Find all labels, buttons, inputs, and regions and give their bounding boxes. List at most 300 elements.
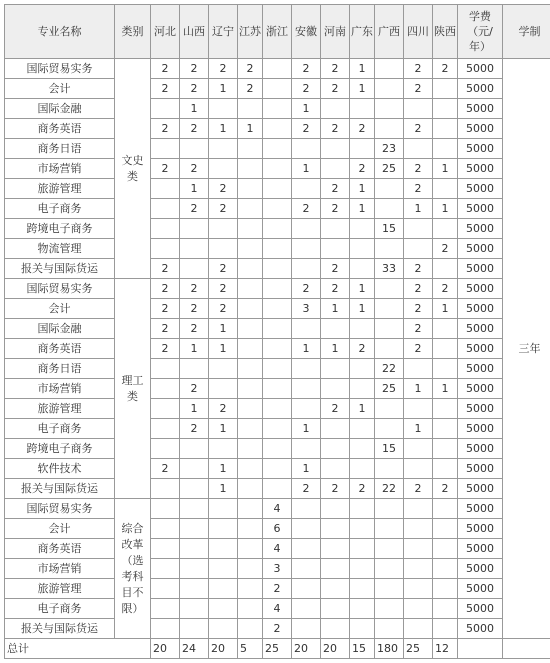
quota-cell — [209, 619, 238, 639]
quota-cell: 2 — [404, 119, 433, 139]
quota-cell: 2 — [321, 399, 350, 419]
quota-cell: 2 — [151, 119, 180, 139]
quota-cell: 2 — [151, 159, 180, 179]
fee-cell: 5000 — [458, 259, 503, 279]
table-row — [5, 519, 550, 539]
total-cell: 180 — [375, 639, 404, 659]
quota-cell — [263, 439, 292, 459]
table-row — [5, 299, 550, 319]
quota-cell: 2 — [404, 179, 433, 199]
quota-cell — [375, 99, 404, 119]
total-cell: 24 — [180, 639, 209, 659]
quota-cell: 2 — [321, 259, 350, 279]
fee-cell: 5000 — [458, 179, 503, 199]
fee-cell: 5000 — [458, 579, 503, 599]
major-name-cell: 商务英语 — [5, 339, 115, 359]
quota-cell — [350, 559, 375, 579]
quota-cell — [151, 239, 180, 259]
quota-cell — [151, 359, 180, 379]
quota-cell: 1 — [180, 99, 209, 119]
quota-cell — [404, 139, 433, 159]
quota-cell: 1 — [433, 159, 458, 179]
total-cell: 20 — [292, 639, 321, 659]
table-row — [5, 599, 550, 619]
quota-cell — [350, 259, 375, 279]
quota-cell: 2 — [263, 619, 292, 639]
quota-cell — [433, 419, 458, 439]
quota-cell: 22 — [375, 359, 404, 379]
quota-cell — [404, 539, 433, 559]
quota-cell — [209, 579, 238, 599]
quota-cell — [375, 459, 404, 479]
quota-cell — [433, 259, 458, 279]
quota-cell — [404, 439, 433, 459]
quota-cell — [238, 299, 263, 319]
quota-cell — [263, 319, 292, 339]
fee-cell: 5000 — [458, 279, 503, 299]
quota-cell — [238, 559, 263, 579]
quota-cell — [350, 579, 375, 599]
quota-cell — [375, 559, 404, 579]
quota-cell — [433, 119, 458, 139]
quota-cell: 1 — [350, 199, 375, 219]
total-system-empty — [503, 639, 550, 659]
quota-cell: 2 — [350, 119, 375, 139]
table-row — [5, 359, 550, 379]
quota-cell — [238, 219, 263, 239]
quota-cell — [209, 559, 238, 579]
table-row — [5, 459, 550, 479]
header-province-anhui: 安徽 — [292, 5, 321, 59]
quota-cell — [151, 199, 180, 219]
quota-cell — [263, 379, 292, 399]
quota-cell — [375, 499, 404, 519]
quota-cell — [263, 279, 292, 299]
quota-cell — [238, 199, 263, 219]
quota-cell: 1 — [433, 299, 458, 319]
quota-cell — [151, 559, 180, 579]
total-cell: 12 — [433, 639, 458, 659]
quota-cell — [375, 59, 404, 79]
quota-cell: 1 — [404, 379, 433, 399]
category-cell: 理工类 — [115, 279, 151, 499]
quota-cell — [292, 579, 321, 599]
total-fee-empty — [458, 639, 503, 659]
quota-cell — [375, 319, 404, 339]
quota-cell — [404, 459, 433, 479]
quota-cell: 2 — [292, 199, 321, 219]
table-row — [5, 119, 550, 139]
table-row — [5, 579, 550, 599]
quota-cell: 1 — [404, 419, 433, 439]
quota-cell: 1 — [180, 179, 209, 199]
header-system: 学制 — [503, 5, 550, 59]
quota-cell — [292, 319, 321, 339]
major-name-cell: 国际贸易实务 — [5, 279, 115, 299]
quota-cell — [321, 579, 350, 599]
fee-cell: 5000 — [458, 119, 503, 139]
quota-cell — [209, 519, 238, 539]
major-name-cell: 商务英语 — [5, 119, 115, 139]
quota-cell — [151, 419, 180, 439]
quota-cell: 2 — [238, 79, 263, 99]
quota-cell — [321, 99, 350, 119]
quota-cell — [292, 539, 321, 559]
quota-cell — [151, 599, 180, 619]
header-province-zhejiang: 浙江 — [263, 5, 292, 59]
quota-cell — [350, 139, 375, 159]
quota-cell — [433, 519, 458, 539]
table-row — [5, 439, 550, 459]
quota-cell: 2 — [433, 479, 458, 499]
table-row — [5, 99, 550, 119]
quota-cell — [350, 319, 375, 339]
quota-cell: 1 — [404, 199, 433, 219]
table-row — [5, 239, 550, 259]
table-row — [5, 59, 550, 79]
quota-cell — [238, 439, 263, 459]
total-cell: 15 — [350, 639, 375, 659]
quota-cell — [238, 139, 263, 159]
quota-cell: 2 — [321, 199, 350, 219]
quota-cell — [180, 219, 209, 239]
totals-label: 总计 — [5, 639, 151, 659]
quota-cell — [238, 339, 263, 359]
quota-cell — [180, 259, 209, 279]
quota-cell — [151, 99, 180, 119]
quota-cell — [263, 59, 292, 79]
quota-cell — [321, 239, 350, 259]
quota-cell: 2 — [180, 79, 209, 99]
quota-cell — [238, 579, 263, 599]
quota-cell: 1 — [350, 79, 375, 99]
quota-cell: 2 — [350, 479, 375, 499]
quota-cell: 25 — [375, 379, 404, 399]
quota-cell — [238, 359, 263, 379]
fee-cell: 5000 — [458, 339, 503, 359]
category-cell: 综合改革（选考科目不限） — [115, 499, 151, 639]
quota-cell: 2 — [180, 159, 209, 179]
quota-cell: 2 — [209, 199, 238, 219]
quota-cell — [209, 159, 238, 179]
quota-cell: 1 — [209, 119, 238, 139]
quota-cell — [350, 359, 375, 379]
totals-row — [5, 639, 550, 659]
quota-cell — [151, 179, 180, 199]
quota-cell — [209, 239, 238, 259]
major-name-cell: 物流管理 — [5, 239, 115, 259]
quota-cell: 2 — [321, 279, 350, 299]
header-province-liaoning: 辽宁 — [209, 5, 238, 59]
quota-cell — [238, 179, 263, 199]
major-name-cell: 市场营销 — [5, 159, 115, 179]
header-province-hebei: 河北 — [151, 5, 180, 59]
quota-cell — [433, 359, 458, 379]
quota-cell — [180, 559, 209, 579]
header-province-henan: 河南 — [321, 5, 350, 59]
quota-cell — [238, 619, 263, 639]
quota-cell: 2 — [292, 59, 321, 79]
major-name-cell: 国际贸易实务 — [5, 59, 115, 79]
table-row — [5, 379, 550, 399]
quota-cell: 2 — [404, 319, 433, 339]
major-name-cell: 商务日语 — [5, 359, 115, 379]
quota-cell: 1 — [209, 479, 238, 499]
fee-cell: 5000 — [458, 79, 503, 99]
quota-cell — [151, 479, 180, 499]
fee-cell: 5000 — [458, 139, 503, 159]
fee-cell: 5000 — [458, 499, 503, 519]
quota-cell — [321, 519, 350, 539]
quota-cell: 1 — [292, 419, 321, 439]
quota-cell — [151, 499, 180, 519]
quota-cell — [375, 299, 404, 319]
quota-cell — [321, 159, 350, 179]
quota-cell — [321, 599, 350, 619]
quota-cell: 15 — [375, 439, 404, 459]
table-row — [5, 319, 550, 339]
quota-cell: 2 — [404, 59, 433, 79]
major-name-cell: 市场营销 — [5, 379, 115, 399]
total-cell: 5 — [238, 639, 263, 659]
quota-cell — [404, 399, 433, 419]
quota-cell — [238, 479, 263, 499]
quota-cell — [404, 219, 433, 239]
quota-cell — [433, 599, 458, 619]
quota-cell — [350, 499, 375, 519]
fee-cell: 5000 — [458, 99, 503, 119]
quota-cell — [238, 319, 263, 339]
quota-cell: 1 — [209, 459, 238, 479]
quota-cell — [151, 399, 180, 419]
quota-cell: 1 — [180, 399, 209, 419]
quota-cell: 2 — [292, 79, 321, 99]
quota-cell — [238, 379, 263, 399]
quota-cell: 2 — [151, 259, 180, 279]
fee-cell: 5000 — [458, 539, 503, 559]
quota-cell — [321, 499, 350, 519]
quota-cell — [292, 439, 321, 459]
major-name-cell: 电子商务 — [5, 599, 115, 619]
quota-cell: 25 — [375, 159, 404, 179]
fee-cell: 5000 — [458, 399, 503, 419]
quota-cell — [238, 99, 263, 119]
quota-cell: 33 — [375, 259, 404, 279]
quota-cell — [151, 219, 180, 239]
enrollment-table — [4, 4, 550, 659]
quota-cell: 1 — [292, 459, 321, 479]
quota-cell: 2 — [151, 339, 180, 359]
quota-cell — [433, 339, 458, 359]
major-name-cell: 报关与国际货运 — [5, 259, 115, 279]
major-name-cell: 国际金融 — [5, 99, 115, 119]
quota-cell — [180, 479, 209, 499]
quota-cell — [321, 539, 350, 559]
quota-cell — [404, 579, 433, 599]
quota-cell: 2 — [321, 119, 350, 139]
quota-cell — [263, 259, 292, 279]
quota-cell: 2 — [350, 159, 375, 179]
quota-cell: 1 — [350, 59, 375, 79]
quota-cell: 2 — [151, 59, 180, 79]
quota-cell — [321, 559, 350, 579]
total-cell: 20 — [321, 639, 350, 659]
quota-cell — [375, 279, 404, 299]
quota-cell — [238, 459, 263, 479]
quota-cell: 2 — [404, 279, 433, 299]
quota-cell: 1 — [209, 339, 238, 359]
quota-cell: 1 — [350, 299, 375, 319]
fee-cell: 5000 — [458, 159, 503, 179]
quota-cell — [209, 359, 238, 379]
quota-cell: 3 — [292, 299, 321, 319]
quota-cell — [180, 519, 209, 539]
table-row — [5, 559, 550, 579]
quota-cell — [263, 119, 292, 139]
quota-cell — [350, 539, 375, 559]
header-province-jiangsu: 江苏 — [238, 5, 263, 59]
fee-cell: 5000 — [458, 319, 503, 339]
quota-cell: 1 — [209, 319, 238, 339]
table-row — [5, 479, 550, 499]
quota-cell — [433, 79, 458, 99]
quota-cell: 2 — [180, 59, 209, 79]
quota-cell — [180, 579, 209, 599]
quota-cell — [321, 419, 350, 439]
quota-cell — [151, 579, 180, 599]
quota-cell — [292, 399, 321, 419]
quota-cell: 1 — [350, 179, 375, 199]
table-row — [5, 279, 550, 299]
quota-cell — [321, 359, 350, 379]
table-row — [5, 219, 550, 239]
quota-cell — [433, 619, 458, 639]
quota-cell — [433, 579, 458, 599]
category-cell: 文史类 — [115, 59, 151, 279]
quota-cell — [180, 139, 209, 159]
quota-cell: 2 — [433, 239, 458, 259]
quota-cell — [375, 599, 404, 619]
major-name-cell: 电子商务 — [5, 419, 115, 439]
quota-cell: 2 — [321, 59, 350, 79]
fee-cell: 5000 — [458, 359, 503, 379]
quota-cell: 2 — [180, 299, 209, 319]
quota-cell — [151, 139, 180, 159]
quota-cell — [209, 539, 238, 559]
quota-cell — [404, 619, 433, 639]
quota-cell: 2 — [209, 299, 238, 319]
quota-cell: 1 — [292, 339, 321, 359]
quota-cell — [375, 519, 404, 539]
quota-cell: 2 — [263, 579, 292, 599]
quota-cell: 1 — [321, 299, 350, 319]
quota-cell — [263, 359, 292, 379]
quota-cell: 2 — [180, 279, 209, 299]
quota-cell — [180, 499, 209, 519]
quota-cell — [263, 139, 292, 159]
header-province-shanxi: 山西 — [180, 5, 209, 59]
major-name-cell: 商务英语 — [5, 539, 115, 559]
quota-cell: 2 — [180, 419, 209, 439]
fee-cell: 5000 — [458, 479, 503, 499]
quota-cell — [180, 439, 209, 459]
quota-cell — [263, 419, 292, 439]
quota-cell — [263, 459, 292, 479]
fee-cell: 5000 — [458, 619, 503, 639]
quota-cell: 2 — [209, 179, 238, 199]
quota-cell — [238, 279, 263, 299]
quota-cell — [292, 139, 321, 159]
quota-cell — [263, 299, 292, 319]
quota-cell: 2 — [433, 59, 458, 79]
quota-cell — [321, 319, 350, 339]
quota-cell — [433, 319, 458, 339]
fee-cell: 5000 — [458, 379, 503, 399]
header-category: 类别 — [115, 5, 151, 59]
quota-cell — [263, 179, 292, 199]
table-row — [5, 259, 550, 279]
quota-cell: 4 — [263, 499, 292, 519]
header-province-guangdong: 广东 — [350, 5, 375, 59]
quota-cell — [433, 439, 458, 459]
quota-cell — [263, 339, 292, 359]
quota-cell: 3 — [263, 559, 292, 579]
quota-cell — [263, 159, 292, 179]
quota-cell — [238, 539, 263, 559]
header-province-sichuan: 四川 — [404, 5, 433, 59]
quota-cell: 1 — [321, 339, 350, 359]
quota-cell — [375, 339, 404, 359]
quota-cell: 2 — [209, 279, 238, 299]
fee-cell: 5000 — [458, 219, 503, 239]
quota-cell — [292, 499, 321, 519]
quota-cell — [180, 359, 209, 379]
quota-cell: 2 — [292, 119, 321, 139]
quota-cell: 1 — [433, 379, 458, 399]
header-province-guangxi: 广西 — [375, 5, 404, 59]
quota-cell — [375, 419, 404, 439]
header-row — [5, 5, 550, 59]
table-row — [5, 539, 550, 559]
quota-cell — [321, 219, 350, 239]
fee-cell: 5000 — [458, 559, 503, 579]
quota-cell: 2 — [209, 59, 238, 79]
quota-cell — [180, 239, 209, 259]
quota-cell — [433, 499, 458, 519]
fee-cell: 5000 — [458, 599, 503, 619]
quota-cell: 2 — [180, 119, 209, 139]
quota-cell: 1 — [292, 99, 321, 119]
major-name-cell: 商务日语 — [5, 139, 115, 159]
quota-cell: 1 — [350, 399, 375, 419]
quota-cell — [375, 579, 404, 599]
quota-cell — [209, 379, 238, 399]
quota-cell — [263, 479, 292, 499]
quota-cell — [292, 179, 321, 199]
major-name-cell: 国际金融 — [5, 319, 115, 339]
quota-cell — [321, 379, 350, 399]
quota-cell: 22 — [375, 479, 404, 499]
quota-cell — [404, 519, 433, 539]
table-row — [5, 499, 550, 519]
quota-cell — [292, 219, 321, 239]
quota-cell: 2 — [209, 259, 238, 279]
table-row — [5, 619, 550, 639]
quota-cell — [404, 559, 433, 579]
quota-cell: 23 — [375, 139, 404, 159]
quota-cell — [433, 399, 458, 419]
quota-cell — [263, 219, 292, 239]
